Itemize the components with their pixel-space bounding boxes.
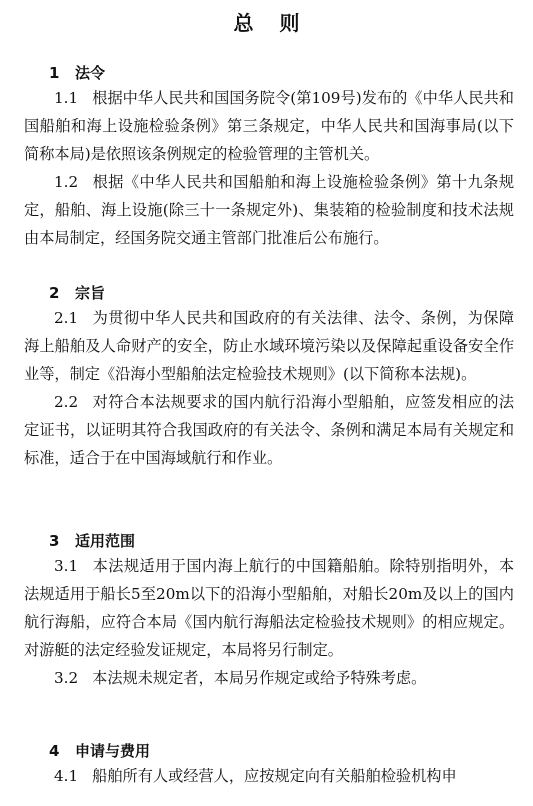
paragraph-text: 根据中华人民共和国国务院令(第109号)发布的《中华人民共和国船舶和海上设施检验条例》第三条规定，中华人民共和国海事局(以下简称本局)是依照该条例规定的检验管理的主管机关。	[24, 89, 514, 163]
section-number: 1	[49, 64, 60, 82]
section-title: 宗旨	[75, 284, 106, 302]
paragraph-text: 本法规未规定者，本局另作规定或给予特殊考虑。	[92, 669, 427, 687]
section-3	[24, 530, 514, 692]
paragraph-text: 本法规适用于国内海上航行的中国籍船舶。除特别指明外，本法规适用于船长5至20m以下的沿海小型船舶，对船长20m及以上的国内航行海船，应符合本局《国内航行海船法定检验技术规则》的相应规定。对游艇的法定经验发证规定，本局将另行制定。	[24, 557, 514, 659]
section-number: 2	[49, 284, 60, 302]
section-2	[24, 282, 514, 472]
paragraph-number: 1.1	[54, 89, 79, 107]
section-heading	[24, 740, 514, 762]
paragraph-text: 船舶所有人或经营人，应按规定向有关船舶检验机构申	[92, 767, 457, 785]
page-title: 总则	[233, 11, 326, 35]
paragraph-number: 2.2	[54, 393, 79, 411]
section-number: 4	[49, 742, 60, 760]
section-4	[24, 740, 514, 790]
section-heading	[24, 62, 514, 84]
paragraph	[24, 388, 514, 472]
section-title: 法令	[75, 64, 106, 82]
paragraph-number: 3.1	[54, 557, 79, 575]
paragraph-number: 4.1	[54, 767, 79, 785]
section-heading	[24, 530, 514, 552]
paragraph	[24, 304, 514, 388]
paragraph	[24, 664, 514, 692]
paragraph	[24, 552, 514, 664]
section-title: 适用范围	[75, 532, 136, 550]
paragraph-number: 2.1	[54, 309, 79, 327]
paragraph	[24, 168, 514, 252]
paragraph	[24, 762, 514, 790]
section-heading	[24, 282, 514, 304]
paragraph	[24, 84, 514, 168]
section-title: 申请与费用	[75, 742, 151, 760]
paragraph-number: 1.2	[54, 173, 79, 191]
paragraph-text: 根据《中华人民共和国船舶和海上设施检验条例》第十九条规定，船舶、海上设施(除三十一条规定外)、集装箱的检验制度和技术法规由本局制定，经国务院交通主管部门批准后公布施行。	[24, 173, 514, 247]
paragraph-text: 对符合本法规要求的国内航行沿海小型船舶，应签发相应的法定证书，以证明其符合我国政府的有关法令、条例和满足本局有关规定和标准，适合于在中国海域航行和作业。	[24, 393, 514, 467]
section-number: 3	[49, 532, 60, 550]
section-1	[24, 62, 514, 252]
paragraph-number: 3.2	[54, 669, 79, 687]
paragraph-text: 为贯彻中华人民共和国政府的有关法律、法令、条例，为保障海上船舶及人命财产的安全，防止水域环境污染以及保障起重设备安全作业等，制定《沿海小型船舶法定检验技术规则》(以下简称本法规)。	[24, 309, 514, 383]
